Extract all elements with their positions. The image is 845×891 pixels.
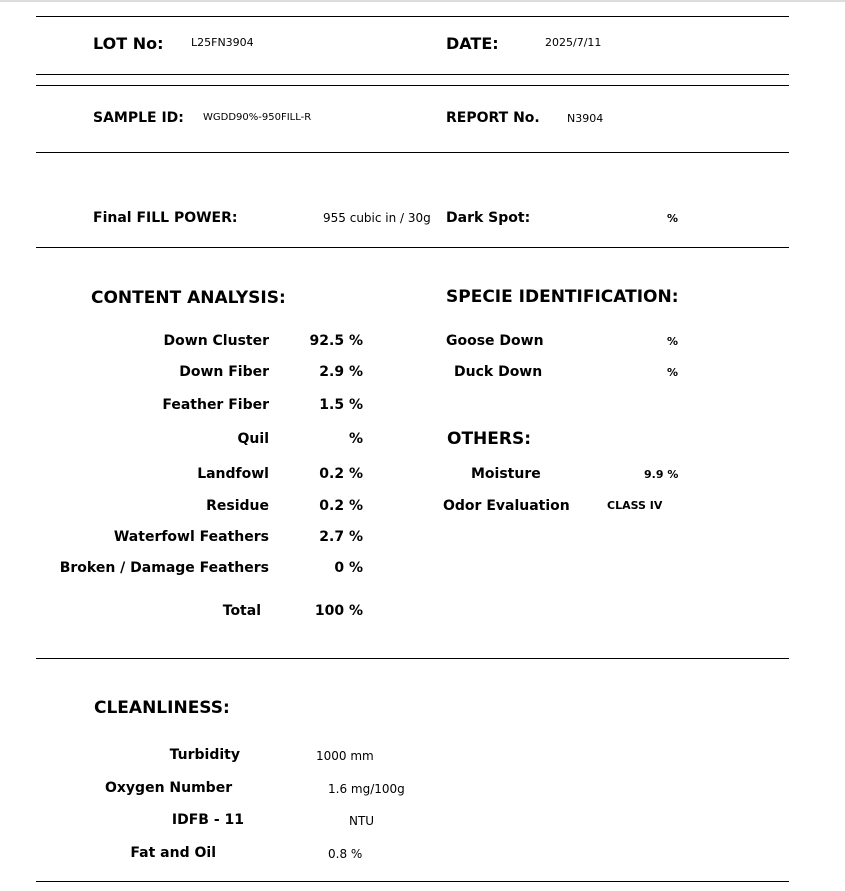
cleanliness-row-label: IDFB - 11 — [171, 812, 244, 828]
cleanliness-row-value: 1.6 mg/100g — [328, 782, 405, 796]
content-row-label: Residue — [206, 498, 269, 514]
date-value: 2025/7/11 — [545, 36, 602, 49]
report-no-label: REPORT No. — [446, 110, 540, 126]
lot-value: L25FN3904 — [191, 36, 254, 49]
content-row-value: 0.2 % — [319, 498, 363, 514]
content-row-value: 0 % — [334, 560, 363, 576]
cleanliness-row-label: Turbidity — [169, 747, 240, 763]
content-row-label: Quil — [237, 431, 269, 447]
divider — [36, 16, 789, 17]
specie-identification-title: SPECIE IDENTIFICATION: — [446, 287, 679, 307]
sample-id-value: WGDD90%-950FILL-R — [203, 112, 312, 123]
divider — [36, 85, 789, 86]
moisture-label: Moisture — [471, 466, 541, 482]
content-row-value: 1.5 % — [319, 397, 363, 413]
duck-down-label: Duck Down — [454, 364, 543, 380]
divider — [36, 152, 789, 153]
content-row-value: 0.2 % — [319, 466, 363, 482]
duck-down-value: % — [667, 366, 679, 379]
content-row-value: 2.9 % — [319, 364, 363, 380]
goose-down-value: % — [667, 335, 679, 348]
content-row-label: Down Cluster — [163, 333, 269, 349]
date-label: DATE: — [446, 34, 499, 53]
divider — [36, 74, 789, 75]
cleanliness-row-value: 1000 mm — [316, 749, 374, 763]
divider — [36, 247, 789, 248]
cleanliness-row-label: Fat and Oil — [130, 845, 216, 861]
lot-label: LOT No: — [93, 34, 164, 53]
moisture-value: 9.9 % — [644, 468, 679, 481]
others-title: OTHERS: — [447, 429, 532, 449]
content-analysis-title: CONTENT ANALYSIS: — [91, 288, 286, 308]
content-row-label: Total — [222, 603, 261, 619]
content-row-label: Down Fiber — [179, 364, 269, 380]
dark-spot-label: Dark Spot: — [446, 210, 531, 226]
content-row-label: Waterfowl Feathers — [113, 529, 269, 545]
sample-id-label: SAMPLE ID: — [93, 110, 184, 126]
fill-power-label: Final FILL POWER: — [93, 210, 238, 226]
cleanliness-row-value: 0.8 % — [328, 847, 363, 861]
goose-down-label: Goose Down — [446, 333, 544, 349]
content-row-label: Broken / Damage Feathers — [59, 560, 269, 576]
content-row-value: 92.5 % — [309, 333, 363, 349]
content-row-value: 100 % — [314, 603, 363, 619]
fill-power-value: 955 cubic in / 30g — [323, 211, 431, 225]
content-row-value: % — [348, 431, 363, 447]
cleanliness-row-label: Oxygen Number — [105, 780, 233, 796]
divider — [36, 881, 789, 882]
cleanliness-row-value: NTU — [349, 814, 375, 828]
content-row-label: Landfowl — [197, 466, 269, 482]
cleanliness-title: CLEANLINESS: — [94, 698, 230, 718]
odor-evaluation-label: Odor Evaluation — [443, 498, 570, 514]
dark-spot-value: % — [667, 212, 679, 225]
divider — [36, 658, 789, 659]
content-row-value: 2.7 % — [319, 529, 363, 545]
odor-evaluation-value: CLASS IV — [607, 499, 663, 512]
report-no-value: N3904 — [567, 112, 604, 125]
content-row-label: Feather Fiber — [162, 397, 269, 413]
